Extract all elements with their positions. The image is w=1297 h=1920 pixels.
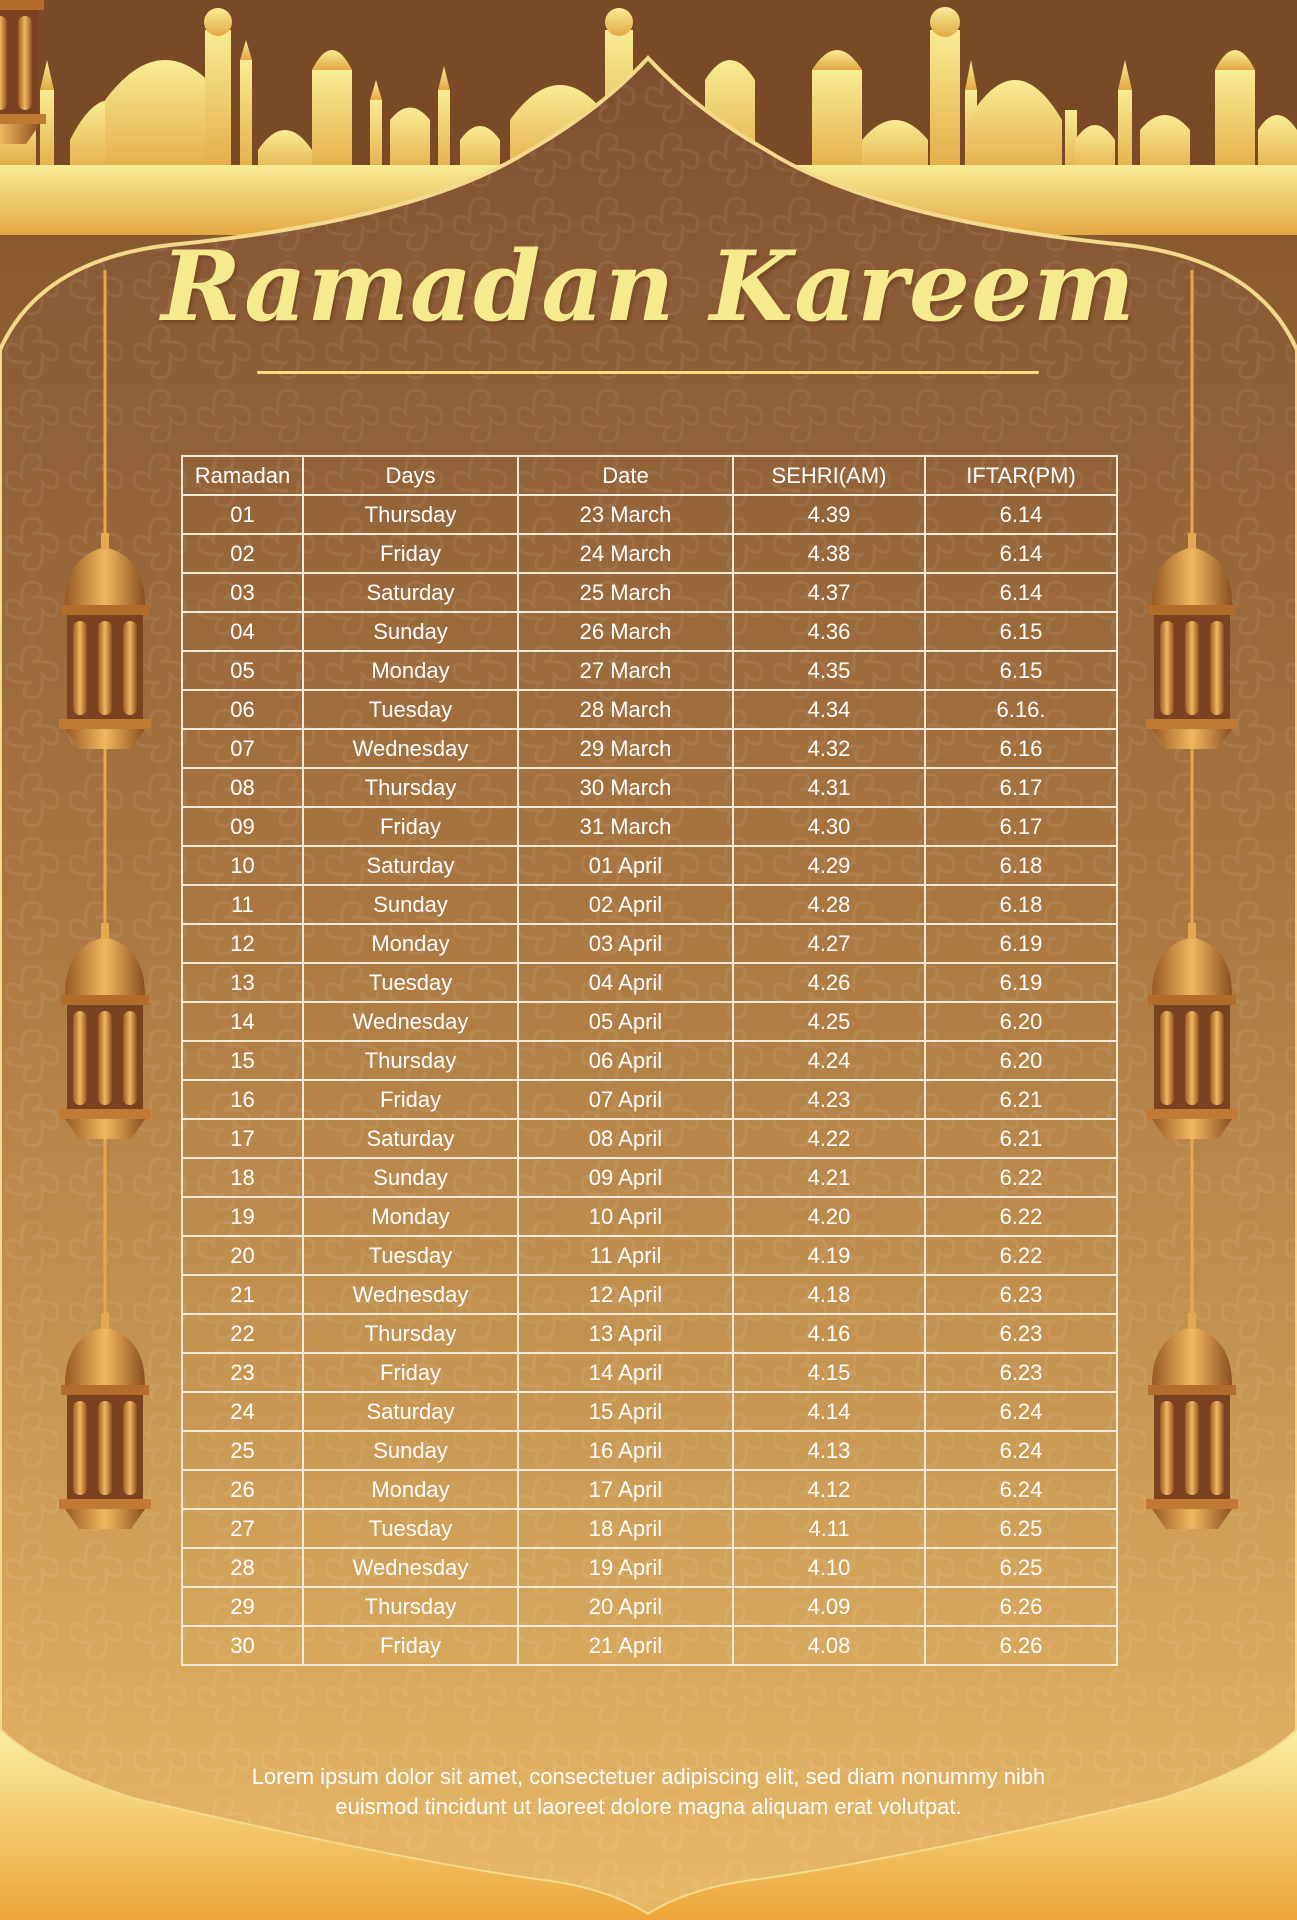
weekday-cell: Monday xyxy=(303,651,518,690)
weekday-cell: Wednesday xyxy=(303,1275,518,1314)
date-cell: 18 April xyxy=(518,1509,733,1548)
sehri-time-cell: 4.10 xyxy=(733,1548,925,1587)
sehri-time-cell: 4.39 xyxy=(733,495,925,534)
date-cell: 10 April xyxy=(518,1197,733,1236)
table-row xyxy=(182,534,1117,573)
ramadan-schedule-table xyxy=(181,455,1118,1666)
weekday-cell: Thursday xyxy=(303,768,518,807)
iftar-time-cell: 6.24 xyxy=(925,1392,1117,1431)
ramadan-day-cell: 28 xyxy=(182,1548,303,1587)
date-cell: 16 April xyxy=(518,1431,733,1470)
date-cell: 14 April xyxy=(518,1353,733,1392)
ramadan-day-cell: 07 xyxy=(182,729,303,768)
sehri-time-cell: 4.32 xyxy=(733,729,925,768)
ramadan-day-cell: 03 xyxy=(182,573,303,612)
weekday-cell: Monday xyxy=(303,924,518,963)
sehri-time-cell: 4.31 xyxy=(733,768,925,807)
ramadan-day-cell: 11 xyxy=(182,885,303,924)
table-row xyxy=(182,807,1117,846)
iftar-time-cell: 6.20 xyxy=(925,1002,1117,1041)
weekday-cell: Tuesday xyxy=(303,1236,518,1275)
date-cell: 30 March xyxy=(518,768,733,807)
iftar-time-cell: 6.15 xyxy=(925,651,1117,690)
ramadan-day-cell: 13 xyxy=(182,963,303,1002)
sehri-time-cell: 4.15 xyxy=(733,1353,925,1392)
table-row xyxy=(182,1431,1117,1470)
table-row xyxy=(182,612,1117,651)
weekday-cell: Tuesday xyxy=(303,1509,518,1548)
table-row xyxy=(182,1197,1117,1236)
ramadan-day-cell: 21 xyxy=(182,1275,303,1314)
ramadan-day-cell: 19 xyxy=(182,1197,303,1236)
weekday-cell: Monday xyxy=(303,1197,518,1236)
sehri-time-cell: 4.24 xyxy=(733,1041,925,1080)
weekday-cell: Wednesday xyxy=(303,1548,518,1587)
weekday-cell: Thursday xyxy=(303,1314,518,1353)
column-header-days: Days xyxy=(303,456,518,495)
weekday-cell: Sunday xyxy=(303,885,518,924)
table-row xyxy=(182,1080,1117,1119)
page-title: Ramadan Kareem xyxy=(161,230,1136,343)
footer-line-2: euismod tincidunt ut laoreet dolore magna aliquam erat volutpat. xyxy=(335,1794,962,1819)
date-cell: 06 April xyxy=(518,1041,733,1080)
iftar-time-cell: 6.14 xyxy=(925,573,1117,612)
table-row xyxy=(182,924,1117,963)
sehri-time-cell: 4.09 xyxy=(733,1587,925,1626)
ramadan-day-cell: 05 xyxy=(182,651,303,690)
iftar-time-cell: 6.15 xyxy=(925,612,1117,651)
date-cell: 29 March xyxy=(518,729,733,768)
date-cell: 23 March xyxy=(518,495,733,534)
sehri-time-cell: 4.08 xyxy=(733,1626,925,1665)
date-cell: 08 April xyxy=(518,1119,733,1158)
iftar-time-cell: 6.23 xyxy=(925,1314,1117,1353)
weekday-cell: Friday xyxy=(303,534,518,573)
date-cell: 01 April xyxy=(518,846,733,885)
table-row xyxy=(182,1587,1117,1626)
weekday-cell: Thursday xyxy=(303,495,518,534)
iftar-time-cell: 6.25 xyxy=(925,1548,1117,1587)
weekday-cell: Wednesday xyxy=(303,729,518,768)
weekday-cell: Friday xyxy=(303,807,518,846)
iftar-time-cell: 6.22 xyxy=(925,1197,1117,1236)
ramadan-day-cell: 24 xyxy=(182,1392,303,1431)
sehri-time-cell: 4.12 xyxy=(733,1470,925,1509)
weekday-cell: Saturday xyxy=(303,1119,518,1158)
table-row xyxy=(182,1509,1117,1548)
date-cell: 19 April xyxy=(518,1548,733,1587)
column-header-ramadan: Ramadan xyxy=(182,456,303,495)
sehri-time-cell: 4.19 xyxy=(733,1236,925,1275)
table-row xyxy=(182,1353,1117,1392)
iftar-time-cell: 6.17 xyxy=(925,807,1117,846)
date-cell: 28 March xyxy=(518,690,733,729)
sehri-time-cell: 4.35 xyxy=(733,651,925,690)
sehri-time-cell: 4.16 xyxy=(733,1314,925,1353)
column-header-date: Date xyxy=(518,456,733,495)
ramadan-day-cell: 23 xyxy=(182,1353,303,1392)
table-row xyxy=(182,1236,1117,1275)
table-row xyxy=(182,1275,1117,1314)
weekday-cell: Friday xyxy=(303,1626,518,1665)
date-cell: 11 April xyxy=(518,1236,733,1275)
iftar-time-cell: 6.21 xyxy=(925,1080,1117,1119)
date-cell: 17 April xyxy=(518,1470,733,1509)
weekday-cell: Thursday xyxy=(303,1587,518,1626)
ramadan-day-cell: 09 xyxy=(182,807,303,846)
iftar-time-cell: 6.20 xyxy=(925,1041,1117,1080)
iftar-time-cell: 6.16. xyxy=(925,690,1117,729)
table-row xyxy=(182,768,1117,807)
date-cell: 20 April xyxy=(518,1587,733,1626)
iftar-time-cell: 6.22 xyxy=(925,1158,1117,1197)
table-row xyxy=(182,1041,1117,1080)
date-cell: 05 April xyxy=(518,1002,733,1041)
date-cell: 15 April xyxy=(518,1392,733,1431)
iftar-time-cell: 6.25 xyxy=(925,1509,1117,1548)
sehri-time-cell: 4.29 xyxy=(733,846,925,885)
table-row xyxy=(182,573,1117,612)
ramadan-day-cell: 26 xyxy=(182,1470,303,1509)
ramadan-day-cell: 01 xyxy=(182,495,303,534)
date-cell: 25 March xyxy=(518,573,733,612)
weekday-cell: Saturday xyxy=(303,846,518,885)
iftar-time-cell: 6.24 xyxy=(925,1470,1117,1509)
table-row xyxy=(182,1158,1117,1197)
ramadan-day-cell: 20 xyxy=(182,1236,303,1275)
iftar-time-cell: 6.26 xyxy=(925,1626,1117,1665)
ramadan-day-cell: 27 xyxy=(182,1509,303,1548)
iftar-time-cell: 6.17 xyxy=(925,768,1117,807)
sehri-time-cell: 4.37 xyxy=(733,573,925,612)
weekday-cell: Thursday xyxy=(303,1041,518,1080)
weekday-cell: Sunday xyxy=(303,612,518,651)
table-row xyxy=(182,651,1117,690)
ramadan-day-cell: 04 xyxy=(182,612,303,651)
weekday-cell: Sunday xyxy=(303,1431,518,1470)
date-cell: 31 March xyxy=(518,807,733,846)
ramadan-day-cell: 14 xyxy=(182,1002,303,1041)
weekday-cell: Tuesday xyxy=(303,690,518,729)
date-cell: 03 April xyxy=(518,924,733,963)
ramadan-day-cell: 02 xyxy=(182,534,303,573)
sehri-time-cell: 4.20 xyxy=(733,1197,925,1236)
weekday-cell: Sunday xyxy=(303,1158,518,1197)
sehri-time-cell: 4.38 xyxy=(733,534,925,573)
table-row xyxy=(182,1470,1117,1509)
weekday-cell: Wednesday xyxy=(303,1002,518,1041)
iftar-time-cell: 6.18 xyxy=(925,846,1117,885)
sehri-time-cell: 4.13 xyxy=(733,1431,925,1470)
table-row xyxy=(182,1119,1117,1158)
sehri-time-cell: 4.30 xyxy=(733,807,925,846)
ramadan-day-cell: 30 xyxy=(182,1626,303,1665)
ramadan-day-cell: 22 xyxy=(182,1314,303,1353)
iftar-time-cell: 6.16 xyxy=(925,729,1117,768)
iftar-time-cell: 6.21 xyxy=(925,1119,1117,1158)
iftar-time-cell: 6.23 xyxy=(925,1353,1117,1392)
sehri-time-cell: 4.34 xyxy=(733,690,925,729)
table-row xyxy=(182,1314,1117,1353)
date-cell: 12 April xyxy=(518,1275,733,1314)
sehri-time-cell: 4.23 xyxy=(733,1080,925,1119)
ramadan-day-cell: 12 xyxy=(182,924,303,963)
iftar-time-cell: 6.26 xyxy=(925,1587,1117,1626)
weekday-cell: Tuesday xyxy=(303,963,518,1002)
date-cell: 02 April xyxy=(518,885,733,924)
table-row xyxy=(182,885,1117,924)
iftar-time-cell: 6.14 xyxy=(925,495,1117,534)
date-cell: 26 March xyxy=(518,612,733,651)
table-row xyxy=(182,963,1117,1002)
ramadan-day-cell: 17 xyxy=(182,1119,303,1158)
column-header-iftar: IFTAR(PM) xyxy=(925,456,1117,495)
ramadan-day-cell: 18 xyxy=(182,1158,303,1197)
iftar-time-cell: 6.19 xyxy=(925,963,1117,1002)
date-cell: 24 March xyxy=(518,534,733,573)
weekday-cell: Saturday xyxy=(303,1392,518,1431)
date-cell: 04 April xyxy=(518,963,733,1002)
ramadan-day-cell: 25 xyxy=(182,1431,303,1470)
table-row xyxy=(182,729,1117,768)
sehri-time-cell: 4.11 xyxy=(733,1509,925,1548)
sehri-time-cell: 4.26 xyxy=(733,963,925,1002)
date-cell: 07 April xyxy=(518,1080,733,1119)
ramadan-day-cell: 06 xyxy=(182,690,303,729)
table-row xyxy=(182,1002,1117,1041)
ramadan-day-cell: 29 xyxy=(182,1587,303,1626)
iftar-time-cell: 6.14 xyxy=(925,534,1117,573)
iftar-time-cell: 6.22 xyxy=(925,1236,1117,1275)
table-header-row xyxy=(182,456,1117,495)
weekday-cell: Saturday xyxy=(303,573,518,612)
date-cell: 21 April xyxy=(518,1626,733,1665)
sehri-time-cell: 4.14 xyxy=(733,1392,925,1431)
title-underline xyxy=(257,371,1039,374)
sehri-time-cell: 4.25 xyxy=(733,1002,925,1041)
sehri-time-cell: 4.21 xyxy=(733,1158,925,1197)
table-row xyxy=(182,495,1117,534)
ramadan-day-cell: 16 xyxy=(182,1080,303,1119)
sehri-time-cell: 4.22 xyxy=(733,1119,925,1158)
iftar-time-cell: 6.19 xyxy=(925,924,1117,963)
sehri-time-cell: 4.27 xyxy=(733,924,925,963)
ramadan-day-cell: 10 xyxy=(182,846,303,885)
iftar-time-cell: 6.24 xyxy=(925,1431,1117,1470)
ramadan-day-cell: 15 xyxy=(182,1041,303,1080)
table-row xyxy=(182,846,1117,885)
table-row xyxy=(182,1626,1117,1665)
sehri-time-cell: 4.18 xyxy=(733,1275,925,1314)
weekday-cell: Friday xyxy=(303,1353,518,1392)
iftar-time-cell: 6.23 xyxy=(925,1275,1117,1314)
column-header-sehri: SEHRI(AM) xyxy=(733,456,925,495)
weekday-cell: Monday xyxy=(303,1470,518,1509)
weekday-cell: Friday xyxy=(303,1080,518,1119)
table-body xyxy=(182,495,1117,1665)
sehri-time-cell: 4.28 xyxy=(733,885,925,924)
sehri-time-cell: 4.36 xyxy=(733,612,925,651)
ramadan-day-cell: 08 xyxy=(182,768,303,807)
table-row xyxy=(182,690,1117,729)
date-cell: 09 April xyxy=(518,1158,733,1197)
date-cell: 13 April xyxy=(518,1314,733,1353)
table-row xyxy=(182,1392,1117,1431)
date-cell: 27 March xyxy=(518,651,733,690)
table-row xyxy=(182,1548,1117,1587)
footer-text xyxy=(200,1762,1097,1822)
footer-line-1: Lorem ipsum dolor sit amet, consectetuer adipiscing elit, sed diam nonummy nibh xyxy=(251,1764,1046,1789)
iftar-time-cell: 6.18 xyxy=(925,885,1117,924)
